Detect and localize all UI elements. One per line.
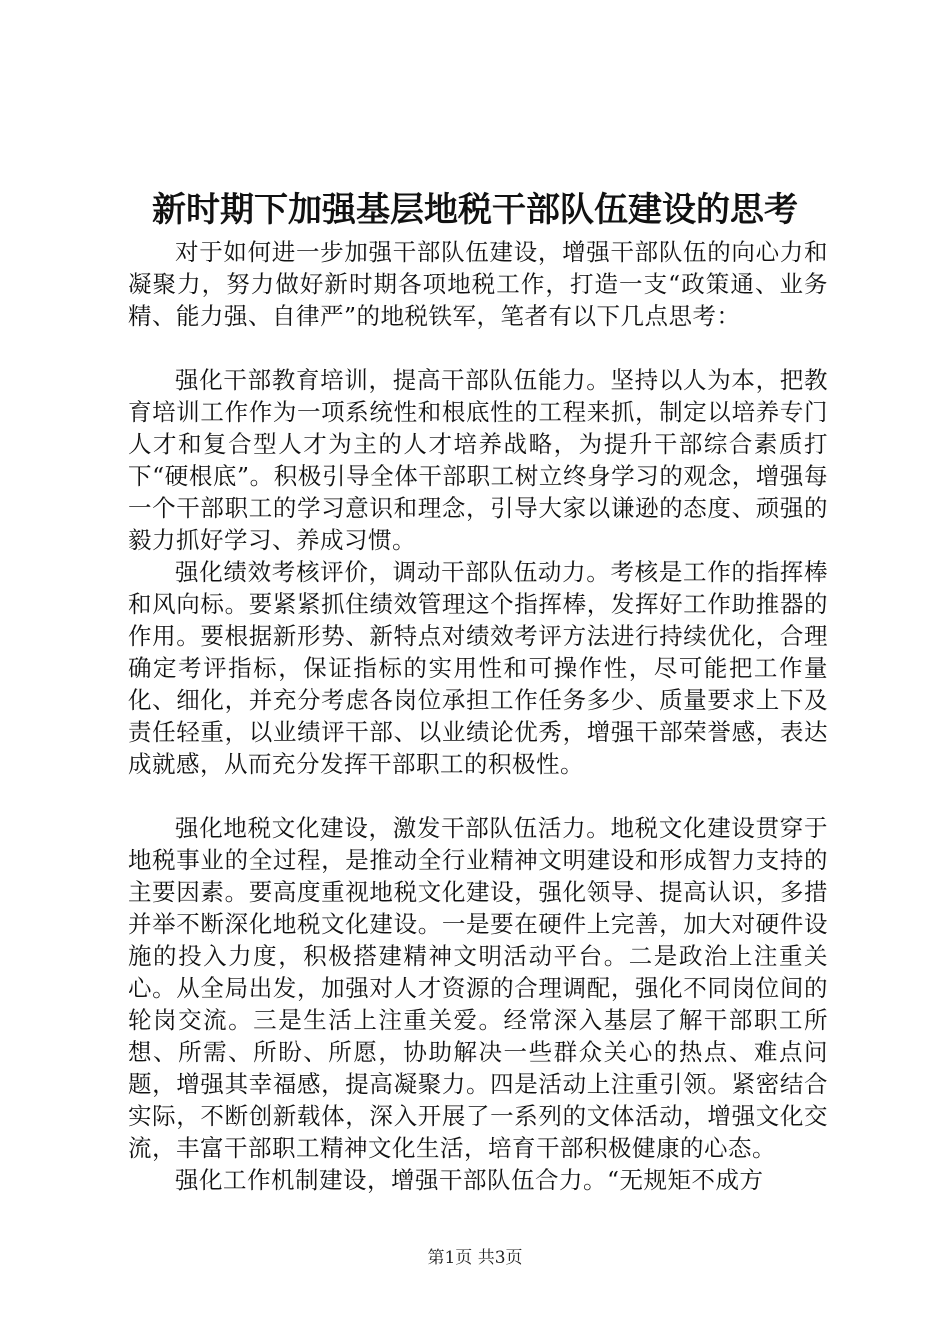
document-title: 新时期下加强基层地税干部队伍建设的思考	[152, 190, 798, 230]
paragraph-intro: 对于如何进一步加强干部队伍建设，增强干部队伍的向心力和凝聚力，努力做好新时期各项地税工作，打造一支“政策通、业务精、能力强、自律严”的地税铁军，笔者有以下几点思考：	[128, 238, 828, 330]
document-body	[128, 236, 828, 1196]
paragraph-gap	[128, 332, 828, 364]
paragraph-mechanism: 强化工作机制建设，增强干部队伍合力。“无规矩不成方	[175, 1166, 764, 1194]
paragraph-performance: 强化绩效考核评价，调动干部队伍动力。考核是工作的指挥棒和风向标。要紧紧抓住绩效管理这个指挥棒，发挥好工作助推器的作用。要根据新形势、新特点对绩效考评方法进行持续优化，合理确定考评指标，保证指标的实用性和可操作性，尽可能把工作量化、细化，并充分考虑各岗位承担工作任务多少、质量要求上下及责任轻重，以业绩评干部、以业绩论优秀，增强干部荣誉感，表达成就感，从而充分发挥干部职工的积极性。	[128, 558, 828, 778]
paragraph-gap	[128, 780, 828, 812]
page-number: 第1页 共3页	[427, 1248, 523, 1268]
paragraph-training: 强化干部教育培训，提高干部队伍能力。坚持以人为本，把教育培训工作作为一项系统性和根底性的工程来抓，制定以培养专门人才和复合型人才为主的人才培养战略，为提升干部综合素质打下“硬根底”。积极引导全体干部职工树立终身学习的观念，增强每一个干部职工的学习意识和理念，引导大家以谦逊的态度、顽强的毅力抓好学习、养成习惯。	[128, 366, 828, 554]
paragraph-culture: 强化地税文化建设，激发干部队伍活力。地税文化建设贯穿于地税事业的全过程，是推动全行业精神文明建设和形成智力支持的主要因素。要高度重视地税文化建设，强化领导、提高认识，多措并举不断深化地税文化建设。一是要在硬件上完善，加大对硬件设施的投入力度，积极搭建精神文明活动平台。二是政治上注重关心。从全局出发，加强对人才资源的合理调配，强化不同岗位间的轮岗交流。三是生活上注重关爱。经常深入基层了解干部职工所想、所需、所盼、所愿，协助解决一些群众关心的热点、难点问题，增强其幸福感，提高凝聚力。四是活动上注重引领。紧密结合实际，不断创新载体，深入开展了一系列的文体活动，增强文化交流，丰富干部职工精神文化生活，培育干部积极健康的心态。	[128, 814, 828, 1162]
